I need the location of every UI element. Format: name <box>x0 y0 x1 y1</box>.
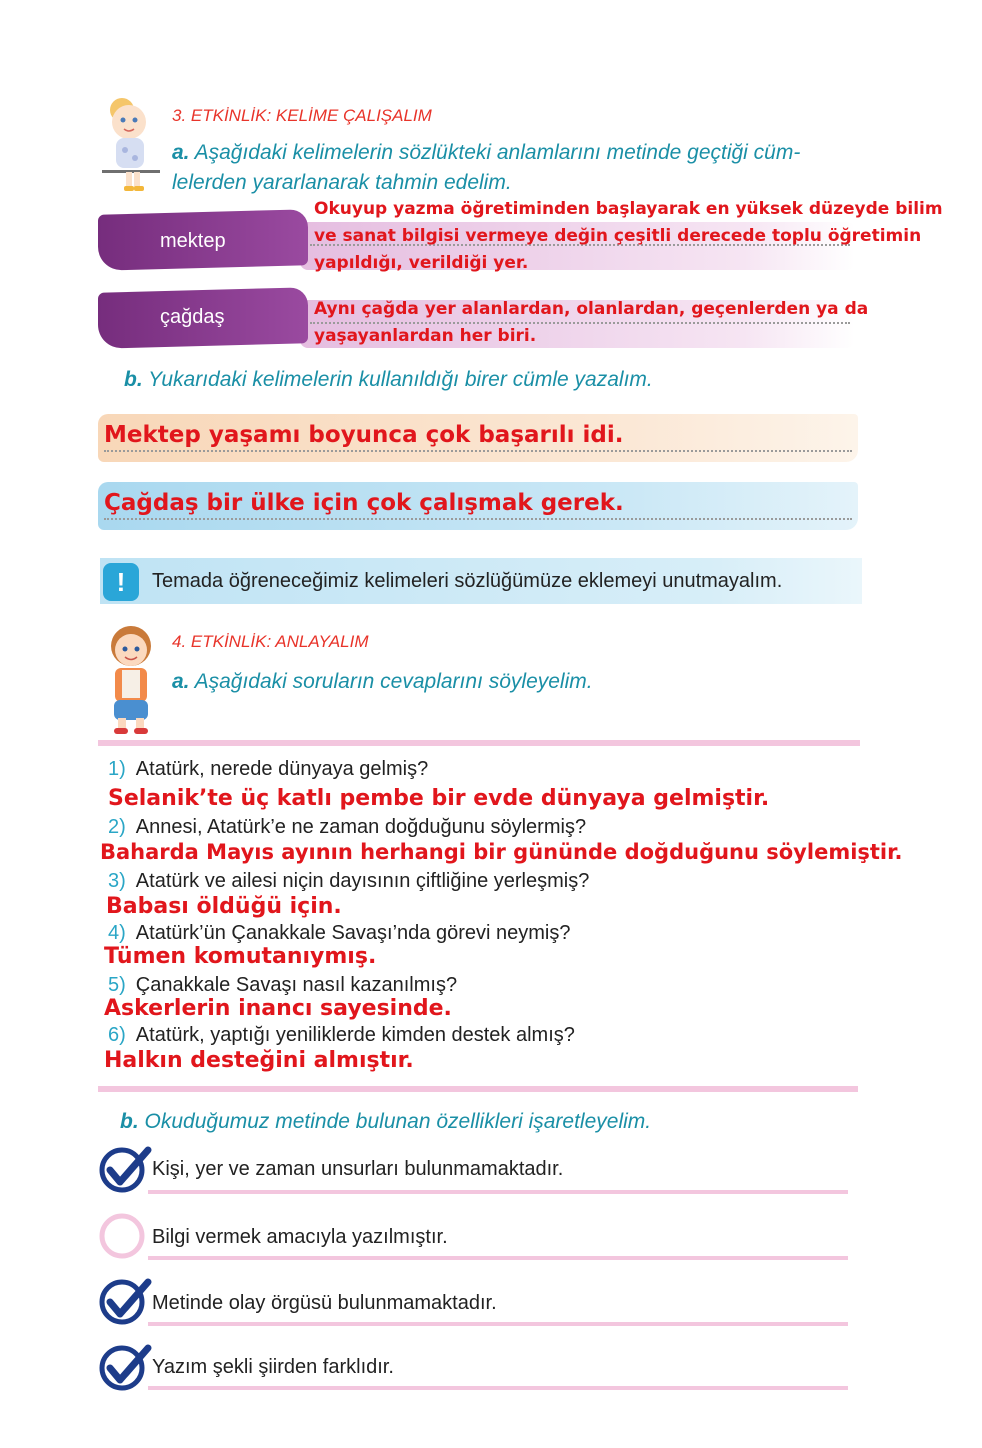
instruction-text: Yukarıdaki kelimelerin kullanıldığı birer cümle yazalım. <box>148 368 653 391</box>
question-text: Annesi, Atatürk’e ne zaman doğduğunu söylermiş? <box>135 816 587 838</box>
question-3 <box>108 870 589 893</box>
boy-mascot-illustration <box>100 620 162 738</box>
answer-2: Baharda Mayıs ayının herhangi bir gününde doğduğunu söylemiştir. <box>100 840 903 864</box>
instruction-text: Okuduğumuz metinde bulunan özellikleri işaretleyelim. <box>144 1110 652 1133</box>
question-text: Atatürk, yaptığı yeniliklerde kimden destek almış? <box>135 1024 575 1046</box>
activity-3-heading: 3. ETKİNLİK: KELİME ÇALIŞALIM <box>172 106 432 125</box>
questions-bottom-divider <box>98 1086 858 1092</box>
checklist-underline <box>148 1256 848 1260</box>
checklist-item-3[interactable] <box>98 1276 850 1328</box>
activity-4-heading: 4. ETKİNLİK: ANLAYALIM <box>172 632 369 651</box>
question-text: Atatürk’ün Çanakkale Savaşı’nda görevi neymiş? <box>135 922 571 944</box>
question-2 <box>108 816 586 839</box>
reminder-text: Temada öğreneceğimiz kelimeleri sözlüğümüze eklemeyi unutmayalım. <box>152 570 783 592</box>
question-4 <box>108 922 570 945</box>
item-letter-a: a. <box>172 670 190 693</box>
word-mektep: mektep <box>160 230 226 252</box>
girl-mascot-illustration <box>98 92 162 192</box>
instruction-line-2: lelerden yararlanarak tahmin edelim. <box>172 171 512 194</box>
meaning-line: yaşayanlardan her biri. <box>314 326 537 346</box>
checked-circle-icon <box>98 1342 154 1394</box>
sentence-2: Çağdaş bir ülke için çok çalışmak gerek. <box>104 490 624 516</box>
question-number: 3) <box>108 870 126 892</box>
instruction-text: Aşağıdaki soruların cevaplarını söyleyelim. <box>194 670 593 693</box>
sentence-line-1 <box>104 450 852 452</box>
checklist-text: Yazım şekli şiirden farklıdır. <box>152 1356 394 1378</box>
meaning-line: Aynı çağda yer alanlardan, olanlardan, geçenlerden ya da <box>314 299 869 319</box>
word-cagdas: çağdaş <box>160 306 225 328</box>
answer-3: Babası öldüğü için. <box>106 894 342 919</box>
activity-3a-instruction <box>172 138 872 198</box>
questions-top-divider <box>98 740 860 746</box>
answer-4: Tümen komutanıymış. <box>104 944 377 969</box>
sentence-1: Mektep yaşamı boyunca çok başarılı idi. <box>104 422 624 448</box>
meaning-line: ve sanat bilgisi vermeye değin çeşitli derecede toplu öğretimin <box>314 226 922 246</box>
checklist-underline <box>148 1322 848 1326</box>
meaning-mektep <box>314 196 974 277</box>
checklist-item-2[interactable] <box>98 1210 850 1262</box>
item-letter-b: b. <box>120 1110 139 1133</box>
question-text: Çanakkale Savaşı nasıl kazanılmış? <box>135 974 458 996</box>
question-1 <box>108 758 428 781</box>
meaning-cagdas <box>314 296 974 350</box>
answer-1: Selanik’te üç katlı pembe bir evde dünyaya gelmiştir. <box>108 786 770 811</box>
checklist-underline <box>148 1190 848 1194</box>
checklist-text: Bilgi vermek amacıyla yazılmıştır. <box>152 1226 448 1248</box>
question-number: 5) <box>108 974 126 996</box>
item-letter-a: a. <box>172 141 190 164</box>
checklist-text: Metinde olay örgüsü bulunmamaktadır. <box>152 1292 497 1314</box>
checklist-item-4[interactable] <box>98 1342 850 1394</box>
answer-6: Halkın desteğini almıştır. <box>104 1048 414 1073</box>
sentence-line-2 <box>104 518 852 520</box>
activity-3b-instruction <box>124 368 653 392</box>
activity-4b-instruction <box>120 1110 651 1134</box>
question-text: Atatürk ve ailesi niçin dayısının çiftliğine yerleşmiş? <box>135 870 590 892</box>
exclamation-icon: ! <box>103 563 139 601</box>
question-6 <box>108 1024 575 1047</box>
activity-4a-instruction <box>172 670 593 694</box>
meaning-line: Okuyup yazma öğretiminden başlayarak en yüksek düzeyde bilim <box>314 199 943 219</box>
question-number: 2) <box>108 816 126 838</box>
empty-circle-icon <box>98 1210 154 1262</box>
meaning-line: yapıldığı, verildiği yer. <box>314 253 529 273</box>
checklist-underline <box>148 1386 848 1390</box>
question-text: Atatürk, nerede dünyaya gelmiş? <box>135 758 429 780</box>
question-number: 1) <box>108 758 126 780</box>
question-5 <box>108 974 457 997</box>
checked-circle-icon <box>98 1144 154 1196</box>
answer-5: Askerlerin inancı sayesinde. <box>104 996 452 1021</box>
checklist-text: Kişi, yer ve zaman unsurları bulunmamaktadır. <box>152 1158 564 1180</box>
item-letter-b: b. <box>124 368 143 391</box>
question-number: 6) <box>108 1024 126 1046</box>
instruction-line-1: Aşağıdaki kelimelerin sözlükteki anlamlarını metinde geçtiği cüm- <box>194 141 801 164</box>
checked-circle-icon <box>98 1276 154 1328</box>
checklist-item-1[interactable] <box>98 1144 850 1196</box>
question-number: 4) <box>108 922 126 944</box>
